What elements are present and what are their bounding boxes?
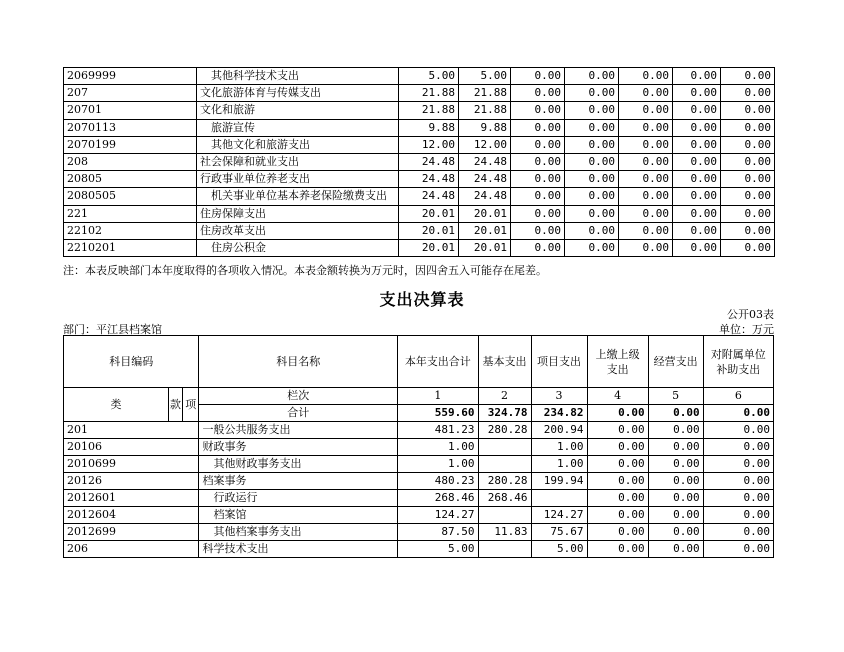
row-value: 21.88 [399,85,459,102]
row-value: 1.00 [398,439,478,456]
row-value [478,456,531,473]
row-value: 0.00 [619,85,673,102]
row-value: 0.00 [721,68,775,85]
total-value: 324.78 [478,405,531,422]
total-value: 234.82 [531,405,587,422]
row-value: 0.00 [511,85,565,102]
total-value: 0.00 [648,405,703,422]
row-value: 0.00 [511,205,565,222]
row-value: 480.23 [398,473,478,490]
row-value: 0.00 [648,422,703,439]
row-value: 0.00 [648,507,703,524]
row-code: 201 [64,422,199,439]
row-value: 21.88 [459,102,511,119]
row-code: 20805 [64,171,197,188]
row-code: 2070113 [64,119,197,136]
table-row [64,422,774,439]
row-value: 0.00 [619,205,673,222]
row-value: 9.88 [399,119,459,136]
row-value: 0.00 [721,222,775,239]
table-row [64,68,775,85]
row-value: 0.00 [565,68,619,85]
row-value: 0.00 [565,153,619,170]
row-value: 0.00 [721,205,775,222]
col-num-6: 6 [703,388,773,405]
table-row [64,119,775,136]
row-code: 2210201 [64,239,197,256]
header-c1: 本年支出合计 [398,336,478,388]
row-code: 2012604 [64,507,199,524]
row-value: 0.00 [511,171,565,188]
row-value: 9.88 [459,119,511,136]
row-value: 0.00 [619,188,673,205]
row-value: 0.00 [511,136,565,153]
row-code: 2080505 [64,188,197,205]
col-num-3: 3 [531,388,587,405]
row-name: 一般公共服务支出 [199,422,398,439]
row-value: 0.00 [565,239,619,256]
income-table-continuation [63,67,775,257]
row-value: 0.00 [703,541,773,558]
row-code: 2010699 [64,456,199,473]
row-name: 档案事务 [199,473,398,490]
row-value: 5.00 [459,68,511,85]
header-c2: 基本支出 [478,336,531,388]
row-code: 207 [64,85,197,102]
row-value: 0.00 [511,222,565,239]
row-value: 20.01 [399,222,459,239]
row-value: 0.00 [703,524,773,541]
total-label: 合计 [199,405,398,422]
row-value: 0.00 [587,456,648,473]
row-value: 0.00 [721,188,775,205]
row-value: 21.88 [399,102,459,119]
lanci-row [64,388,774,405]
row-code: 2012699 [64,524,199,541]
row-value: 0.00 [673,68,721,85]
table-row [64,507,774,524]
row-name: 文化和旅游 [197,102,399,119]
row-name: 住房保障支出 [197,205,399,222]
row-value: 0.00 [673,85,721,102]
table-row [64,205,775,222]
table-row [64,541,774,558]
row-value: 87.50 [398,524,478,541]
row-value: 0.00 [565,222,619,239]
table-row [64,239,775,256]
row-code: 20126 [64,473,199,490]
row-value: 481.23 [398,422,478,439]
row-code: 208 [64,153,197,170]
table-row [64,490,774,507]
row-code: 2070199 [64,136,197,153]
row-value: 0.00 [673,205,721,222]
row-value: 12.00 [399,136,459,153]
row-value: 0.00 [721,119,775,136]
row-value: 280.28 [478,473,531,490]
row-code: 2012601 [64,490,199,507]
row-value: 0.00 [721,85,775,102]
row-value: 0.00 [565,171,619,188]
row-value: 0.00 [565,205,619,222]
total-value: 0.00 [587,405,648,422]
row-value: 0.00 [721,239,775,256]
row-value: 20.01 [459,239,511,256]
table-row [64,439,774,456]
row-value: 0.00 [648,473,703,490]
row-value: 75.67 [531,524,587,541]
row-value: 0.00 [565,85,619,102]
row-value: 0.00 [587,541,648,558]
row-name: 行政事业单位养老支出 [197,171,399,188]
row-value: 0.00 [703,456,773,473]
row-value: 24.48 [399,171,459,188]
row-value: 12.00 [459,136,511,153]
row-value: 1.00 [531,456,587,473]
row-value: 200.94 [531,422,587,439]
row-value: 0.00 [721,102,775,119]
header-name: 科目名称 [199,336,398,388]
table-row [64,102,775,119]
unit-label: 单位：万元 [719,323,774,336]
row-name: 文化旅游体育与传媒支出 [197,85,399,102]
expenditure-table [63,335,774,558]
total-value: 559.60 [398,405,478,422]
table-row [64,222,775,239]
row-value: 0.00 [648,456,703,473]
header-c6: 对附属单位补助支出 [703,336,773,388]
row-value: 0.00 [587,490,648,507]
header-c5: 经营支出 [648,336,703,388]
row-value: 0.00 [587,422,648,439]
row-name: 财政事务 [199,439,398,456]
row-value: 124.27 [531,507,587,524]
row-value: 0.00 [511,68,565,85]
row-value: 0.00 [648,439,703,456]
row-code: 2069999 [64,68,197,85]
row-value: 0.00 [587,524,648,541]
row-value: 0.00 [673,136,721,153]
row-code: 221 [64,205,197,222]
row-value: 0.00 [565,136,619,153]
row-value: 0.00 [619,68,673,85]
row-value: 199.94 [531,473,587,490]
row-value: 0.00 [619,171,673,188]
row-code: 20701 [64,102,197,119]
table-row [64,153,775,170]
row-value: 0.00 [619,153,673,170]
table-row [64,188,775,205]
table-row [64,524,774,541]
page-title: 支出决算表 [379,290,465,309]
row-code: 22102 [64,222,197,239]
header-c3: 项目支出 [531,336,587,388]
table-note: 注：本表反映部门本年度取得的各项收入情况。本表金额转换为万元时，因四舍五入可能存在尾差。 [63,264,547,277]
header-lanci: 栏次 [199,388,398,405]
row-value: 24.48 [399,188,459,205]
row-value: 5.00 [531,541,587,558]
row-value: 20.01 [459,205,511,222]
row-code: 20106 [64,439,199,456]
row-value [478,507,531,524]
row-value: 24.48 [459,188,511,205]
row-name: 其他档案事务支出 [199,524,398,541]
row-value: 0.00 [565,119,619,136]
row-value: 0.00 [673,119,721,136]
row-value: 0.00 [511,153,565,170]
table-row [64,85,775,102]
row-name: 其他财政事务支出 [199,456,398,473]
row-name: 档案馆 [199,507,398,524]
col-num-2: 2 [478,388,531,405]
row-value: 0.00 [511,239,565,256]
row-value: 0.00 [703,439,773,456]
row-value: 0.00 [673,171,721,188]
row-value: 24.48 [459,153,511,170]
row-value: 280.28 [478,422,531,439]
header-row [64,336,774,388]
row-value: 0.00 [673,222,721,239]
row-name: 其他文化和旅游支出 [197,136,399,153]
header-c4: 上缴上级支出 [587,336,648,388]
row-value: 0.00 [511,188,565,205]
department-label: 部门：平江县档案馆 [63,323,162,336]
row-value: 0.00 [619,239,673,256]
row-value: 0.00 [511,102,565,119]
total-value: 0.00 [703,405,773,422]
row-value: 24.48 [399,153,459,170]
row-value: 5.00 [399,68,459,85]
row-value: 0.00 [648,490,703,507]
row-value: 0.00 [619,136,673,153]
row-value: 0.00 [721,136,775,153]
row-value: 24.48 [459,171,511,188]
table-row [64,456,774,473]
col-num-4: 4 [587,388,648,405]
table-row [64,171,775,188]
row-name: 住房公积金 [197,239,399,256]
header-lei: 类 [64,388,169,422]
row-value: 0.00 [619,102,673,119]
row-value [478,541,531,558]
row-value: 0.00 [703,473,773,490]
table-row [64,473,774,490]
row-name: 行政运行 [199,490,398,507]
header-xiang: 项 [183,388,199,422]
row-value: 21.88 [459,85,511,102]
row-value: 0.00 [721,171,775,188]
col-num-1: 1 [398,388,478,405]
header-code: 科目编码 [64,336,199,388]
row-value: 0.00 [703,422,773,439]
row-name: 旅游宣传 [197,119,399,136]
row-code: 206 [64,541,199,558]
row-value: 268.46 [478,490,531,507]
row-name: 其他科学技术支出 [197,68,399,85]
table-row [64,136,775,153]
row-value: 0.00 [511,119,565,136]
row-value: 0.00 [619,222,673,239]
row-value: 0.00 [648,541,703,558]
row-value: 0.00 [619,119,673,136]
row-value: 0.00 [565,188,619,205]
row-value: 0.00 [703,490,773,507]
row-value: 0.00 [673,102,721,119]
row-value [531,490,587,507]
form-number: 公开03表 [727,308,774,321]
row-value: 268.46 [398,490,478,507]
row-name: 机关事业单位基本养老保险缴费支出 [197,188,399,205]
row-name: 住房改革支出 [197,222,399,239]
row-value: 0.00 [673,188,721,205]
row-value: 0.00 [721,153,775,170]
row-value: 0.00 [673,239,721,256]
row-value: 1.00 [398,456,478,473]
header-kuan: 款 [168,388,182,422]
row-value: 20.01 [399,239,459,256]
row-value: 0.00 [587,473,648,490]
col-num-5: 5 [648,388,703,405]
row-value: 0.00 [565,102,619,119]
row-value: 11.83 [478,524,531,541]
row-name: 社会保障和就业支出 [197,153,399,170]
row-name: 科学技术支出 [199,541,398,558]
row-value: 20.01 [399,205,459,222]
row-value: 1.00 [531,439,587,456]
row-value: 124.27 [398,507,478,524]
row-value: 5.00 [398,541,478,558]
row-value: 0.00 [648,524,703,541]
row-value: 20.01 [459,222,511,239]
row-value: 0.00 [673,153,721,170]
row-value: 0.00 [703,507,773,524]
row-value [478,439,531,456]
row-value: 0.00 [587,507,648,524]
row-value: 0.00 [587,439,648,456]
